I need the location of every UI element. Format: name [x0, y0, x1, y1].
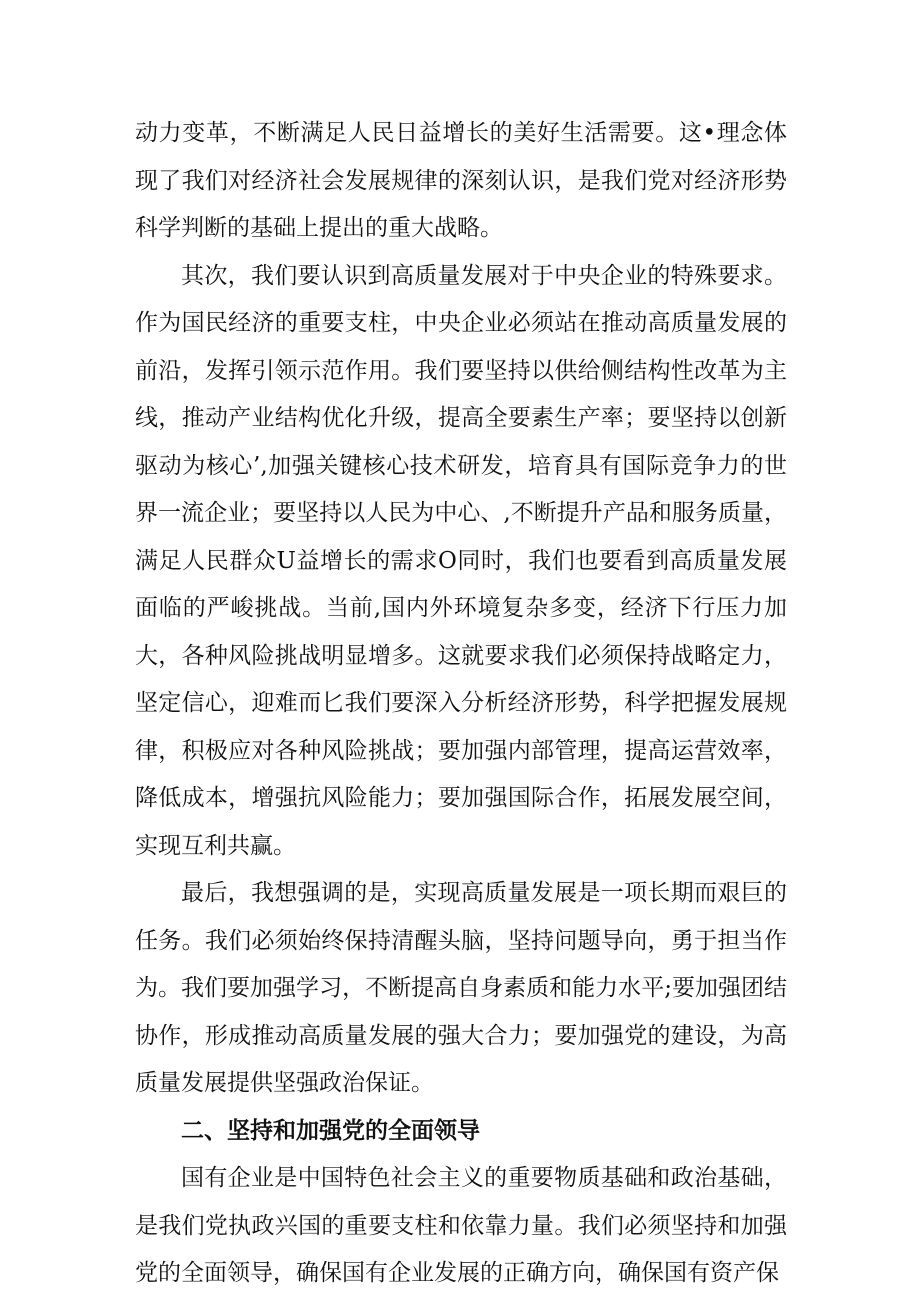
paragraph-second-point: 其次，我们要认识到高质量发展对于中央企业的特殊要求。作为国民经济的重要支柱，中央企业必须站在推动高质量发展的前沿，发挥引领示范作用。我们要坚持以供给侧结构性改革为主线，推动产业结构优化升级，提高全要素生产率；要坚持以创新驱动为核心’,加强关键核心技术研发，培育具有国际竞争力的世界一流企业；要坚持以人民为中心、,不断提升产品和服务质量，满足人民群众U益增长的需求O同时，我们也要看到高质量发展面临的严峻挑战。当前,国内外环境复杂多变，经济下行压力加大，各种风险挑战明显增多。这就要求我们必须保持战略定力，坚定信心，迎难而匕我们要深入分析经济形势，科学把握发展规律，积极应对各种风险挑战；要加强内部管理，提高运营效率，降低成本，增强抗风险能力；要加强国际合作，拓展发展空间，实现互利共赢。 — [135, 262, 787, 859]
paragraph-section-intro: 国有企业是中国特色社会主义的重要物质基础和政治基础，是我们党执政兴国的重要支柱和依靠力量。我们必须坚持和加强党的全面领导，确保国有企业发展的正确方向，确保国有资产保 — [135, 1165, 787, 1286]
section-heading: 二、坚持和加强党的全面领导 — [181, 1117, 480, 1144]
document-body — [135, 110, 787, 1298]
paragraph-final-point: 最后，我想强调的是，实现高质量发展是一项长期而艰巨的任务。我们必须始终保持清醒头脑，坚持问题导向，勇于担当作为。我们要加强学习，不断提高自身素质和能力水平;要加强团结协作，形成推动高质量发展的强大合力；要加强党的建设，为高质量发展提供坚强政治保证。 — [135, 880, 787, 1096]
paragraph-continuation: 动力变革，不断满足人民日益增长的美好生活需要。这•理念体现了我们对经济社会发展规律的深刻认识，是我们党对经济形势科学判断的基础上提出的重大战略。 — [135, 120, 787, 241]
